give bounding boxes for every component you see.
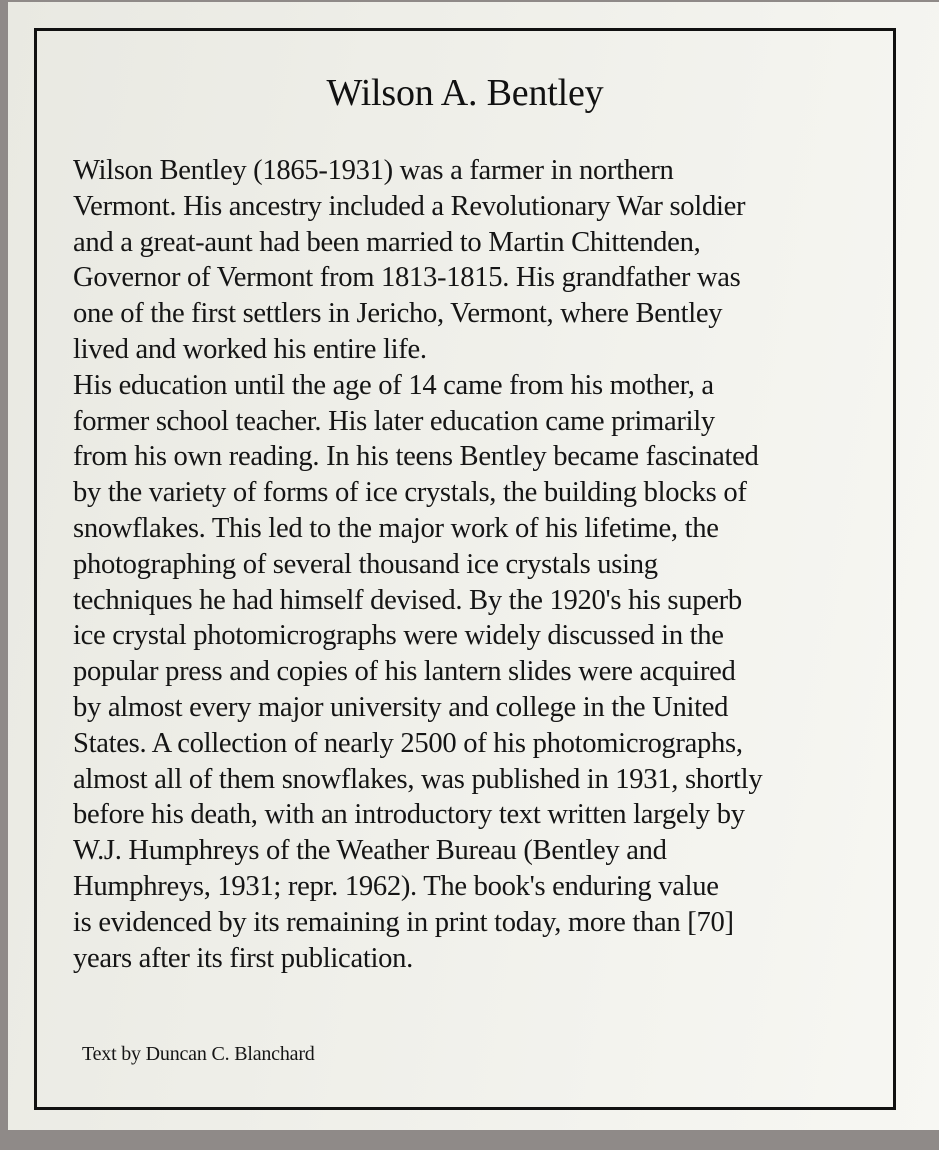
text-line: Wilson Bentley (1865-1931) was a farmer in northern	[73, 155, 674, 186]
paragraph-2	[73, 368, 893, 977]
text-line: years after its first publication.	[73, 942, 413, 974]
document-frame	[34, 28, 896, 1110]
text-line: is evidenced by its remaining in print today, more than [70]	[73, 906, 734, 938]
paper-sheet	[8, 2, 939, 1130]
document-body	[73, 153, 893, 976]
text-line: W.J. Humphreys of the Weather Bureau (Bentley and	[73, 835, 667, 867]
text-line: lived and worked his entire life.	[73, 333, 427, 365]
text-line: techniques he had himself devised. By the 1920's his superb	[73, 584, 742, 616]
text-line: States. A collection of nearly 2500 of his photomicrographs,	[73, 727, 743, 759]
paragraph-1	[73, 153, 893, 368]
text-line: almost all of them snowflakes, was published in 1931, shortly	[73, 763, 763, 795]
text-line: Humphreys, 1931; repr. 1962). The book's enduring value	[73, 870, 719, 902]
text-line: Governor of Vermont from 1813-1815. His grandfather was	[73, 262, 741, 294]
text-line: snowflakes. This led to the major work of his lifetime, the	[73, 512, 719, 544]
text-line: by the variety of forms of ice crystals, the building blocks of	[73, 477, 747, 509]
text-line: by almost every major university and college in the United	[73, 691, 729, 723]
text-line: popular press and copies of his lantern slides were acquired	[73, 656, 736, 688]
text-line: and a great-aunt had been married to Martin Chittenden,	[73, 226, 701, 258]
text-line: one of the first settlers in Jericho, Vermont, where Bentley	[73, 298, 723, 330]
text-line: Vermont. His ancestry included a Revolutionary War soldier	[73, 190, 746, 222]
text-line: from his own reading. In his teens Bentley became fascinated	[73, 441, 759, 473]
author-credit: Text by Duncan C. Blanchard	[82, 1043, 315, 1065]
document-title: Wilson A. Bentley	[326, 72, 604, 114]
text-line: ice crystal photomicrographs were widely discussed in the	[73, 620, 724, 652]
text-line: His education until the age of 14 came from his mother, a	[73, 369, 714, 401]
text-line: former school teacher. His later education came primarily	[73, 405, 715, 437]
text-line: photographing of several thousand ice crystals using	[73, 548, 658, 580]
text-line: before his death, with an introductory text written largely by	[73, 799, 745, 831]
